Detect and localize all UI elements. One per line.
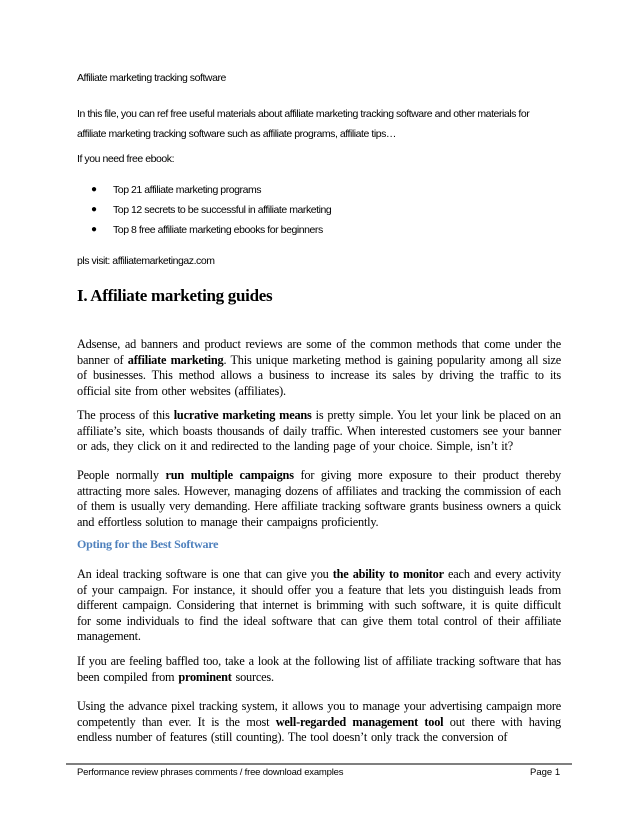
paragraph-text: An ideal tracking software is one that can give you [77,567,333,581]
emphasis-text: well-regarded management tool [275,714,444,729]
list-item [77,180,331,200]
emphasis-text: run multiple campaigns [165,468,294,482]
paragraph-text: out there with having endless number of features (still counting). The tool doesn’t only track the conversion of [77,714,561,744]
ebook-item-label: Top 21 affiliate marketing programs [113,184,262,196]
intro-paragraph: In this file, you can ref free useful materials about affiliate marketing tracking software and other materials for affiliate marketing tracking software such as affiliate programs, affiliate tips… [77,108,530,140]
visit-link-text: pls visit: affiliatemarketingaz.com [77,255,215,267]
paragraph-text: Using the advance pixel tracking system, it allows you to manage your advertising campaign more competently than ever. It is the most [77,699,561,729]
list-item [77,200,331,220]
bullet-icon: ● [91,224,97,235]
paragraph-baffled [77,654,561,685]
subheading: Opting for the Best Software [77,537,219,551]
paragraph-text: is pretty simple. You let your link be placed on an affiliate’s site, which boasts thousands of daily traffic. When interested customers see your banner or ads, they click on it and redirected to the landing page of your choice. Simple, isn’t it? [77,408,561,453]
paragraph-process [77,408,561,455]
section-heading: I. Affiliate marketing guides [77,286,273,305]
page-number: Page 1 [530,767,561,778]
list-item [77,220,331,240]
paragraph-text: If you are feeling baffled too, take a look at the following list of affiliate tracking software that has been compiled from [77,654,561,684]
bullet-icon: ● [91,184,97,195]
bullet-icon: ● [91,204,97,215]
ebook-list [77,180,331,240]
emphasis-text: lucrative marketing means [173,408,312,422]
ebook-item-label: Top 12 secrets to be successful in affiliate marketing [113,204,332,216]
document-title: Affiliate marketing tracking software [77,72,226,84]
ebook-prompt: If you need free ebook: [77,153,175,165]
footer-text: Performance review phrases comments / free download examples [77,767,344,778]
emphasis-text: the ability to monitor [332,567,444,581]
footer-divider [66,763,572,765]
ebook-item-label: Top 8 free affiliate marketing ebooks for beginners [113,224,323,236]
paragraph-text: sources. [231,669,274,684]
paragraph-text: The process of this [77,408,174,422]
paragraph-text: People normally [77,468,166,482]
paragraph-adsense [77,337,561,399]
paragraph-ideal-software [77,567,561,645]
paragraph-text: Adsense, ad banners and product reviews are some of the common methods that come under the banner of [77,337,561,367]
paragraph-campaigns [77,468,561,530]
paragraph-pixel-tracking [77,699,561,746]
paragraph-text: for giving more exposure to their product thereby attracting more sales. However, managing dozens of affiliates and tracking the commission of each of them is usually very demanding. Here affiliate tracking software grants business owners a quick and effortless solution to manage their campaigns proficiently. [77,468,561,529]
emphasis-text: prominent [178,669,232,684]
emphasis-text: affiliate marketing [127,352,224,367]
paragraph-text: . This unique marketing method is gaining popularity among all size of businesses. This method allows a business to increase its sales by driving the traffic to its official site from other websites (affiliates). [77,352,561,398]
paragraph-text: each and every activity of your campaign. For instance, it should offer you a feature that lets you distinguish leads from different campaign. Considering that internet is brimming with such software, it is quite difficult for some individuals to find the ideal software that can give them total control of their affiliate management. [77,567,561,643]
